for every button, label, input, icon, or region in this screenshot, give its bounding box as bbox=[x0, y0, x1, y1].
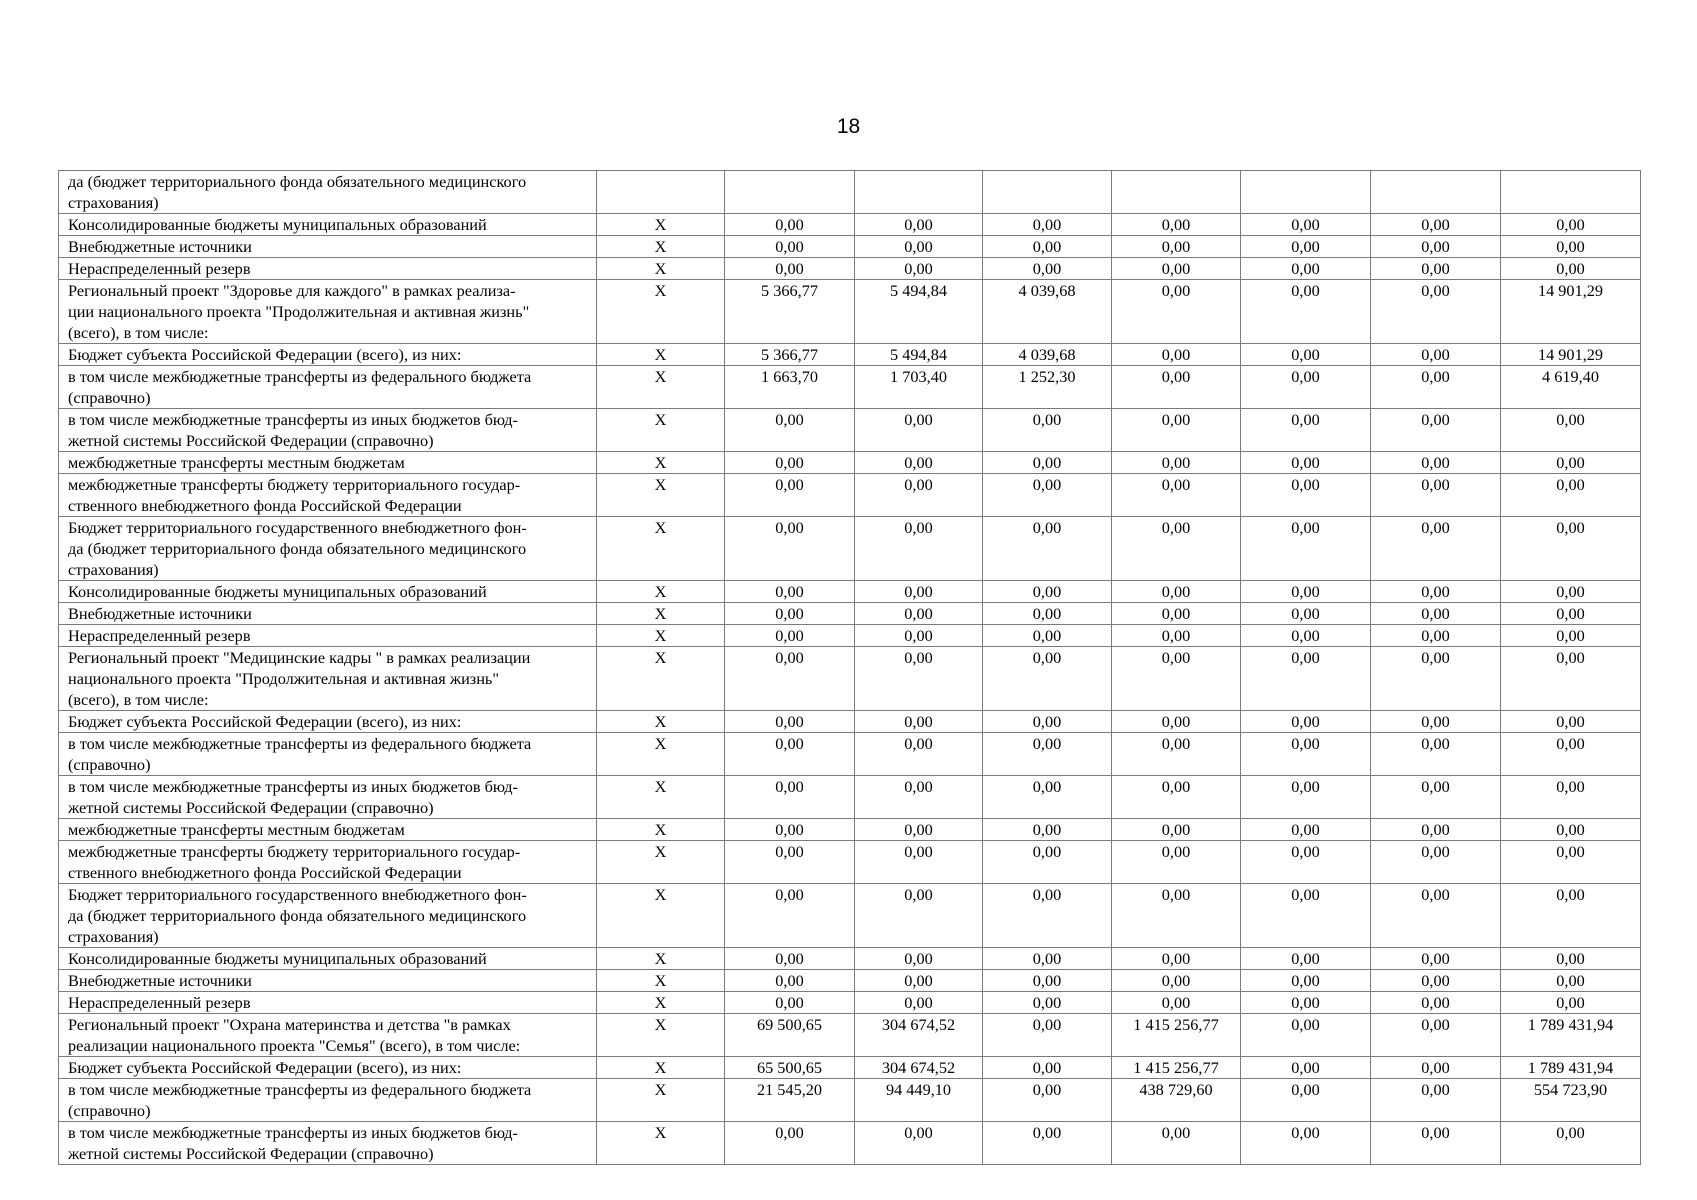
row-value-col-7: 0,00 bbox=[1501, 948, 1641, 970]
row-value-col-2: 0,00 bbox=[855, 452, 983, 474]
row-value-col-4: 0,00 bbox=[1112, 711, 1241, 733]
row-label: Бюджет субъекта Российской Федерации (всего), из них: bbox=[59, 711, 597, 733]
row-value-col-1: 0,00 bbox=[725, 236, 855, 258]
row-value-col-7: 0,00 bbox=[1501, 647, 1641, 711]
row-value-col-7: 0,00 bbox=[1501, 236, 1641, 258]
row-value-col-1: 65 500,65 bbox=[725, 1057, 855, 1079]
row-value-col-6: 0,00 bbox=[1371, 409, 1501, 452]
row-value-col-6: 0,00 bbox=[1371, 517, 1501, 581]
row-value-col-1: 0,00 bbox=[725, 603, 855, 625]
row-value-col-2: 0,00 bbox=[855, 647, 983, 711]
row-value-col-5: 0,00 bbox=[1241, 625, 1371, 647]
row-value-col-3: 0,00 bbox=[983, 258, 1112, 280]
row-value-col-4: 0,00 bbox=[1112, 948, 1241, 970]
row-value-col-1: 0,00 bbox=[725, 625, 855, 647]
row-value-col-2: 0,00 bbox=[855, 970, 983, 992]
row-value-col-3: 0,00 bbox=[983, 452, 1112, 474]
row-value-col-7: 0,00 bbox=[1501, 603, 1641, 625]
row-value-col-5: 0,00 bbox=[1241, 948, 1371, 970]
budget-table bbox=[58, 170, 1641, 1165]
row-value-col-3: 0,00 bbox=[983, 517, 1112, 581]
row-mark: X bbox=[597, 1014, 725, 1057]
row-label: в том числе межбюджетные трансферты из федерального бюджета (справочно) bbox=[59, 366, 597, 409]
row-label: Внебюджетные источники bbox=[59, 236, 597, 258]
row-value-col-7: 4 619,40 bbox=[1501, 366, 1641, 409]
row-value-col-4: 0,00 bbox=[1112, 603, 1241, 625]
row-label: в том числе межбюджетные трансферты из иных бюджетов бюд- жетной системы Российской Федерации (справочно) bbox=[59, 1122, 597, 1165]
row-value-col-7: 0,00 bbox=[1501, 517, 1641, 581]
row-label: Региональный проект "Здоровье для каждого" в рамках реализа- ции национального проекта "Продолжительная и активная жизнь" (всего), в том числе: bbox=[59, 280, 597, 344]
row-value-col-1: 0,00 bbox=[725, 992, 855, 1014]
row-value-col-6: 0,00 bbox=[1371, 970, 1501, 992]
row-value-col-2: 5 494,84 bbox=[855, 344, 983, 366]
row-value-col-4: 0,00 bbox=[1112, 280, 1241, 344]
row-mark: X bbox=[597, 1079, 725, 1122]
row-value-col-5: 0,00 bbox=[1241, 1057, 1371, 1079]
row-value-col-3: 0,00 bbox=[983, 819, 1112, 841]
row-value-col-5: 0,00 bbox=[1241, 258, 1371, 280]
row-value-col-4: 0,00 bbox=[1112, 258, 1241, 280]
row-label: Нераспределенный резерв bbox=[59, 258, 597, 280]
row-value-col-6: 0,00 bbox=[1371, 884, 1501, 948]
row-value-col-7: 0,00 bbox=[1501, 711, 1641, 733]
row-value-col-1: 0,00 bbox=[725, 884, 855, 948]
row-value-col-6: 0,00 bbox=[1371, 366, 1501, 409]
row-mark bbox=[597, 171, 725, 214]
table-row bbox=[59, 1122, 1641, 1165]
row-value-col-6: 0,00 bbox=[1371, 258, 1501, 280]
row-value-col-4: 0,00 bbox=[1112, 1122, 1241, 1165]
page-number: 18 bbox=[836, 115, 861, 138]
row-mark: X bbox=[597, 280, 725, 344]
row-value-col-2 bbox=[855, 171, 983, 214]
table-row bbox=[59, 280, 1641, 344]
row-label: межбюджетные трансферты местным бюджетам bbox=[59, 452, 597, 474]
row-value-col-7: 0,00 bbox=[1501, 776, 1641, 819]
row-value-col-1: 5 366,77 bbox=[725, 280, 855, 344]
row-value-col-7: 0,00 bbox=[1501, 970, 1641, 992]
row-label: Региональный проект "Охрана материнства и детства "в рамках реализации национального проекта "Семья" (всего), в том числе: bbox=[59, 1014, 597, 1057]
row-mark: X bbox=[597, 647, 725, 711]
row-value-col-6: 0,00 bbox=[1371, 236, 1501, 258]
row-value-col-2: 0,00 bbox=[855, 236, 983, 258]
row-value-col-4: 0,00 bbox=[1112, 474, 1241, 517]
table-body bbox=[59, 171, 1641, 1165]
row-value-col-3: 0,00 bbox=[983, 581, 1112, 603]
row-value-col-6: 0,00 bbox=[1371, 841, 1501, 884]
row-value-col-6: 0,00 bbox=[1371, 452, 1501, 474]
row-label: межбюджетные трансферты местным бюджетам bbox=[59, 819, 597, 841]
row-value-col-4: 0,00 bbox=[1112, 366, 1241, 409]
row-value-col-5: 0,00 bbox=[1241, 366, 1371, 409]
row-value-col-6: 0,00 bbox=[1371, 647, 1501, 711]
row-value-col-3: 0,00 bbox=[983, 841, 1112, 884]
row-label: в том числе межбюджетные трансферты из иных бюджетов бюд- жетной системы Российской Федерации (справочно) bbox=[59, 776, 597, 819]
row-value-col-2: 0,00 bbox=[855, 884, 983, 948]
row-value-col-1: 0,00 bbox=[725, 841, 855, 884]
row-value-col-6: 0,00 bbox=[1371, 625, 1501, 647]
row-value-col-7: 14 901,29 bbox=[1501, 280, 1641, 344]
row-mark: X bbox=[597, 366, 725, 409]
row-label: Бюджет территориального государственного внебюджетного фон- да (бюджет территориального фонда обязательного медицинского страхования) bbox=[59, 884, 597, 948]
row-mark: X bbox=[597, 603, 725, 625]
row-value-col-7 bbox=[1501, 171, 1641, 214]
row-value-col-2: 0,00 bbox=[855, 214, 983, 236]
row-value-col-1 bbox=[725, 171, 855, 214]
row-value-col-5 bbox=[1241, 171, 1371, 214]
row-value-col-5: 0,00 bbox=[1241, 280, 1371, 344]
row-value-col-4: 0,00 bbox=[1112, 647, 1241, 711]
row-label: да (бюджет территориального фонда обязательного медицинского страхования) bbox=[59, 171, 597, 214]
row-mark: X bbox=[597, 884, 725, 948]
row-value-col-7: 0,00 bbox=[1501, 474, 1641, 517]
row-value-col-5: 0,00 bbox=[1241, 474, 1371, 517]
row-value-col-3: 0,00 bbox=[983, 603, 1112, 625]
row-label: Бюджет субъекта Российской Федерации (всего), из них: bbox=[59, 344, 597, 366]
row-value-col-2: 1 703,40 bbox=[855, 366, 983, 409]
row-value-col-4: 0,00 bbox=[1112, 819, 1241, 841]
row-mark: X bbox=[597, 258, 725, 280]
row-value-col-4: 0,00 bbox=[1112, 517, 1241, 581]
row-value-col-3: 0,00 bbox=[983, 1122, 1112, 1165]
row-value-col-2: 304 674,52 bbox=[855, 1057, 983, 1079]
row-mark: X bbox=[597, 992, 725, 1014]
row-value-col-2: 0,00 bbox=[855, 948, 983, 970]
row-value-col-5: 0,00 bbox=[1241, 776, 1371, 819]
row-value-col-2: 0,00 bbox=[855, 603, 983, 625]
row-value-col-2: 0,00 bbox=[855, 1122, 983, 1165]
row-value-col-6: 0,00 bbox=[1371, 733, 1501, 776]
row-value-col-2: 0,00 bbox=[855, 581, 983, 603]
row-value-col-6: 0,00 bbox=[1371, 992, 1501, 1014]
row-value-col-7: 1 789 431,94 bbox=[1501, 1057, 1641, 1079]
table-row bbox=[59, 236, 1641, 258]
row-value-col-2: 5 494,84 bbox=[855, 280, 983, 344]
row-value-col-6: 0,00 bbox=[1371, 1122, 1501, 1165]
row-label: Региональный проект "Медицинские кадры " в рамках реализации национального проекта "Продолжительная и активная жизнь" (всего), в том числе: bbox=[59, 647, 597, 711]
row-value-col-1: 0,00 bbox=[725, 517, 855, 581]
row-mark: X bbox=[597, 970, 725, 992]
row-value-col-5: 0,00 bbox=[1241, 992, 1371, 1014]
row-value-col-3: 1 252,30 bbox=[983, 366, 1112, 409]
row-label: Бюджет субъекта Российской Федерации (всего), из них: bbox=[59, 1057, 597, 1079]
row-value-col-4: 0,00 bbox=[1112, 344, 1241, 366]
row-value-col-1: 0,00 bbox=[725, 581, 855, 603]
row-value-col-5: 0,00 bbox=[1241, 1014, 1371, 1057]
row-value-col-5: 0,00 bbox=[1241, 884, 1371, 948]
row-value-col-4: 0,00 bbox=[1112, 214, 1241, 236]
table-row bbox=[59, 733, 1641, 776]
row-value-col-2: 0,00 bbox=[855, 841, 983, 884]
row-label: Внебюджетные источники bbox=[59, 970, 597, 992]
row-value-col-5: 0,00 bbox=[1241, 819, 1371, 841]
row-mark: X bbox=[597, 1057, 725, 1079]
row-value-col-5: 0,00 bbox=[1241, 647, 1371, 711]
row-value-col-3: 0,00 bbox=[983, 948, 1112, 970]
row-value-col-7: 0,00 bbox=[1501, 258, 1641, 280]
table-row bbox=[59, 819, 1641, 841]
row-value-col-7: 0,00 bbox=[1501, 452, 1641, 474]
row-value-col-3 bbox=[983, 171, 1112, 214]
row-value-col-1: 1 663,70 bbox=[725, 366, 855, 409]
row-value-col-3: 0,00 bbox=[983, 776, 1112, 819]
row-mark: X bbox=[597, 733, 725, 776]
row-value-col-5: 0,00 bbox=[1241, 841, 1371, 884]
row-mark: X bbox=[597, 711, 725, 733]
table-row bbox=[59, 474, 1641, 517]
row-value-col-1: 69 500,65 bbox=[725, 1014, 855, 1057]
row-value-col-1: 0,00 bbox=[725, 647, 855, 711]
row-mark: X bbox=[597, 214, 725, 236]
row-value-col-4: 0,00 bbox=[1112, 236, 1241, 258]
row-value-col-5: 0,00 bbox=[1241, 711, 1371, 733]
row-value-col-2: 0,00 bbox=[855, 517, 983, 581]
row-label: в том числе межбюджетные трансферты из федерального бюджета (справочно) bbox=[59, 733, 597, 776]
row-value-col-3: 0,00 bbox=[983, 647, 1112, 711]
row-value-col-2: 304 674,52 bbox=[855, 1014, 983, 1057]
row-value-col-4: 0,00 bbox=[1112, 992, 1241, 1014]
row-value-col-3: 0,00 bbox=[983, 236, 1112, 258]
row-value-col-7: 0,00 bbox=[1501, 1122, 1641, 1165]
row-value-col-3: 0,00 bbox=[983, 884, 1112, 948]
row-mark: X bbox=[597, 819, 725, 841]
row-value-col-4: 1 415 256,77 bbox=[1112, 1014, 1241, 1057]
row-mark: X bbox=[597, 474, 725, 517]
row-value-col-2: 0,00 bbox=[855, 409, 983, 452]
row-mark: X bbox=[597, 581, 725, 603]
table-row bbox=[59, 1057, 1641, 1079]
row-value-col-6: 0,00 bbox=[1371, 581, 1501, 603]
row-value-col-1: 0,00 bbox=[725, 970, 855, 992]
row-value-col-3: 0,00 bbox=[983, 970, 1112, 992]
row-label: Консолидированные бюджеты муниципальных образований bbox=[59, 948, 597, 970]
row-value-col-3: 0,00 bbox=[983, 1014, 1112, 1057]
table-row bbox=[59, 1079, 1641, 1122]
table-row bbox=[59, 344, 1641, 366]
row-value-col-4: 0,00 bbox=[1112, 841, 1241, 884]
row-value-col-3: 0,00 bbox=[983, 474, 1112, 517]
row-value-col-3: 0,00 bbox=[983, 409, 1112, 452]
table-row bbox=[59, 214, 1641, 236]
row-value-col-1: 0,00 bbox=[725, 948, 855, 970]
table-row bbox=[59, 366, 1641, 409]
row-value-col-1: 5 366,77 bbox=[725, 344, 855, 366]
row-mark: X bbox=[597, 409, 725, 452]
row-value-col-1: 21 545,20 bbox=[725, 1079, 855, 1122]
row-mark: X bbox=[597, 236, 725, 258]
row-mark: X bbox=[597, 452, 725, 474]
row-value-col-7: 554 723,90 bbox=[1501, 1079, 1641, 1122]
row-value-col-1: 0,00 bbox=[725, 733, 855, 776]
row-value-col-7: 0,00 bbox=[1501, 733, 1641, 776]
row-value-col-2: 0,00 bbox=[855, 776, 983, 819]
table-row bbox=[59, 452, 1641, 474]
row-value-col-7: 0,00 bbox=[1501, 214, 1641, 236]
row-value-col-2: 0,00 bbox=[855, 474, 983, 517]
row-value-col-2: 0,00 bbox=[855, 625, 983, 647]
row-value-col-5: 0,00 bbox=[1241, 1122, 1371, 1165]
row-mark: X bbox=[597, 517, 725, 581]
row-label: Консолидированные бюджеты муниципальных образований bbox=[59, 581, 597, 603]
table-row bbox=[59, 517, 1641, 581]
row-mark: X bbox=[597, 948, 725, 970]
row-value-col-5: 0,00 bbox=[1241, 409, 1371, 452]
row-value-col-5: 0,00 bbox=[1241, 236, 1371, 258]
row-value-col-4: 0,00 bbox=[1112, 452, 1241, 474]
table-row bbox=[59, 647, 1641, 711]
row-value-col-7: 0,00 bbox=[1501, 819, 1641, 841]
row-value-col-6: 0,00 bbox=[1371, 1014, 1501, 1057]
row-value-col-1: 0,00 bbox=[725, 1122, 855, 1165]
table-row bbox=[59, 581, 1641, 603]
row-value-col-7: 14 901,29 bbox=[1501, 344, 1641, 366]
row-value-col-6: 0,00 bbox=[1371, 344, 1501, 366]
row-value-col-2: 0,00 bbox=[855, 992, 983, 1014]
row-value-col-5: 0,00 bbox=[1241, 1079, 1371, 1122]
row-value-col-1: 0,00 bbox=[725, 258, 855, 280]
row-value-col-1: 0,00 bbox=[725, 214, 855, 236]
row-value-col-3: 0,00 bbox=[983, 711, 1112, 733]
row-value-col-6: 0,00 bbox=[1371, 711, 1501, 733]
row-value-col-4: 0,00 bbox=[1112, 733, 1241, 776]
row-value-col-3: 0,00 bbox=[983, 733, 1112, 776]
row-value-col-4: 0,00 bbox=[1112, 970, 1241, 992]
row-label: Бюджет территориального государственного внебюджетного фон- да (бюджет территориального фонда обязательного медицинского страхования) bbox=[59, 517, 597, 581]
row-value-col-6: 0,00 bbox=[1371, 603, 1501, 625]
table-row bbox=[59, 776, 1641, 819]
row-value-col-2: 0,00 bbox=[855, 711, 983, 733]
row-label: Внебюджетные источники bbox=[59, 603, 597, 625]
row-value-col-3: 0,00 bbox=[983, 1057, 1112, 1079]
row-value-col-1: 0,00 bbox=[725, 452, 855, 474]
row-value-col-5: 0,00 bbox=[1241, 581, 1371, 603]
table-row bbox=[59, 171, 1641, 214]
row-value-col-2: 0,00 bbox=[855, 819, 983, 841]
row-value-col-4: 0,00 bbox=[1112, 581, 1241, 603]
table-row bbox=[59, 711, 1641, 733]
row-value-col-3: 0,00 bbox=[983, 992, 1112, 1014]
row-label: Нераспределенный резерв bbox=[59, 625, 597, 647]
row-value-col-6: 0,00 bbox=[1371, 280, 1501, 344]
row-value-col-7: 0,00 bbox=[1501, 409, 1641, 452]
row-mark: X bbox=[597, 841, 725, 884]
table-row bbox=[59, 970, 1641, 992]
table-row bbox=[59, 409, 1641, 452]
row-value-col-3: 0,00 bbox=[983, 625, 1112, 647]
row-value-col-7: 0,00 bbox=[1501, 581, 1641, 603]
row-value-col-6: 0,00 bbox=[1371, 474, 1501, 517]
row-value-col-4: 0,00 bbox=[1112, 776, 1241, 819]
row-value-col-5: 0,00 bbox=[1241, 603, 1371, 625]
row-value-col-5: 0,00 bbox=[1241, 214, 1371, 236]
row-value-col-7: 0,00 bbox=[1501, 625, 1641, 647]
row-label: в том числе межбюджетные трансферты из федерального бюджета (справочно) bbox=[59, 1079, 597, 1122]
row-value-col-4: 0,00 bbox=[1112, 884, 1241, 948]
row-label: межбюджетные трансферты бюджету территориального государ- ственного внебюджетного фонда Российской Федерации bbox=[59, 841, 597, 884]
row-value-col-1: 0,00 bbox=[725, 474, 855, 517]
row-value-col-7: 0,00 bbox=[1501, 884, 1641, 948]
row-mark: X bbox=[597, 625, 725, 647]
row-value-col-1: 0,00 bbox=[725, 711, 855, 733]
table-row bbox=[59, 884, 1641, 948]
row-value-col-5: 0,00 bbox=[1241, 344, 1371, 366]
row-value-col-4: 0,00 bbox=[1112, 625, 1241, 647]
row-label: Консолидированные бюджеты муниципальных образований bbox=[59, 214, 597, 236]
row-value-col-6: 0,00 bbox=[1371, 1079, 1501, 1122]
table-row bbox=[59, 625, 1641, 647]
row-value-col-2: 0,00 bbox=[855, 733, 983, 776]
row-value-col-2: 94 449,10 bbox=[855, 1079, 983, 1122]
table-row bbox=[59, 1014, 1641, 1057]
row-value-col-5: 0,00 bbox=[1241, 452, 1371, 474]
row-value-col-6: 0,00 bbox=[1371, 214, 1501, 236]
row-value-col-7: 1 789 431,94 bbox=[1501, 1014, 1641, 1057]
row-mark: X bbox=[597, 344, 725, 366]
row-label: в том числе межбюджетные трансферты из иных бюджетов бюд- жетной системы Российской Федерации (справочно) bbox=[59, 409, 597, 452]
row-value-col-6: 0,00 bbox=[1371, 948, 1501, 970]
row-value-col-5: 0,00 bbox=[1241, 733, 1371, 776]
row-value-col-4: 0,00 bbox=[1112, 409, 1241, 452]
row-label: межбюджетные трансферты бюджету территориального государ- ственного внебюджетного фонда Российской Федерации bbox=[59, 474, 597, 517]
row-value-col-4 bbox=[1112, 171, 1241, 214]
row-value-col-7: 0,00 bbox=[1501, 992, 1641, 1014]
table-row bbox=[59, 258, 1641, 280]
table-row bbox=[59, 603, 1641, 625]
row-mark: X bbox=[597, 776, 725, 819]
table-row bbox=[59, 841, 1641, 884]
row-value-col-5: 0,00 bbox=[1241, 970, 1371, 992]
row-label: Нераспределенный резерв bbox=[59, 992, 597, 1014]
row-value-col-6 bbox=[1371, 171, 1501, 214]
table-row bbox=[59, 992, 1641, 1014]
row-value-col-7: 0,00 bbox=[1501, 841, 1641, 884]
row-value-col-3: 0,00 bbox=[983, 214, 1112, 236]
row-value-col-3: 4 039,68 bbox=[983, 280, 1112, 344]
row-value-col-6: 0,00 bbox=[1371, 819, 1501, 841]
row-value-col-4: 1 415 256,77 bbox=[1112, 1057, 1241, 1079]
row-mark: X bbox=[597, 1122, 725, 1165]
row-value-col-1: 0,00 bbox=[725, 409, 855, 452]
table-row bbox=[59, 948, 1641, 970]
row-value-col-6: 0,00 bbox=[1371, 776, 1501, 819]
row-value-col-1: 0,00 bbox=[725, 776, 855, 819]
row-value-col-3: 0,00 bbox=[983, 1079, 1112, 1122]
row-value-col-6: 0,00 bbox=[1371, 1057, 1501, 1079]
row-value-col-2: 0,00 bbox=[855, 258, 983, 280]
row-value-col-4: 438 729,60 bbox=[1112, 1079, 1241, 1122]
row-value-col-5: 0,00 bbox=[1241, 517, 1371, 581]
row-value-col-3: 4 039,68 bbox=[983, 344, 1112, 366]
row-value-col-1: 0,00 bbox=[725, 819, 855, 841]
